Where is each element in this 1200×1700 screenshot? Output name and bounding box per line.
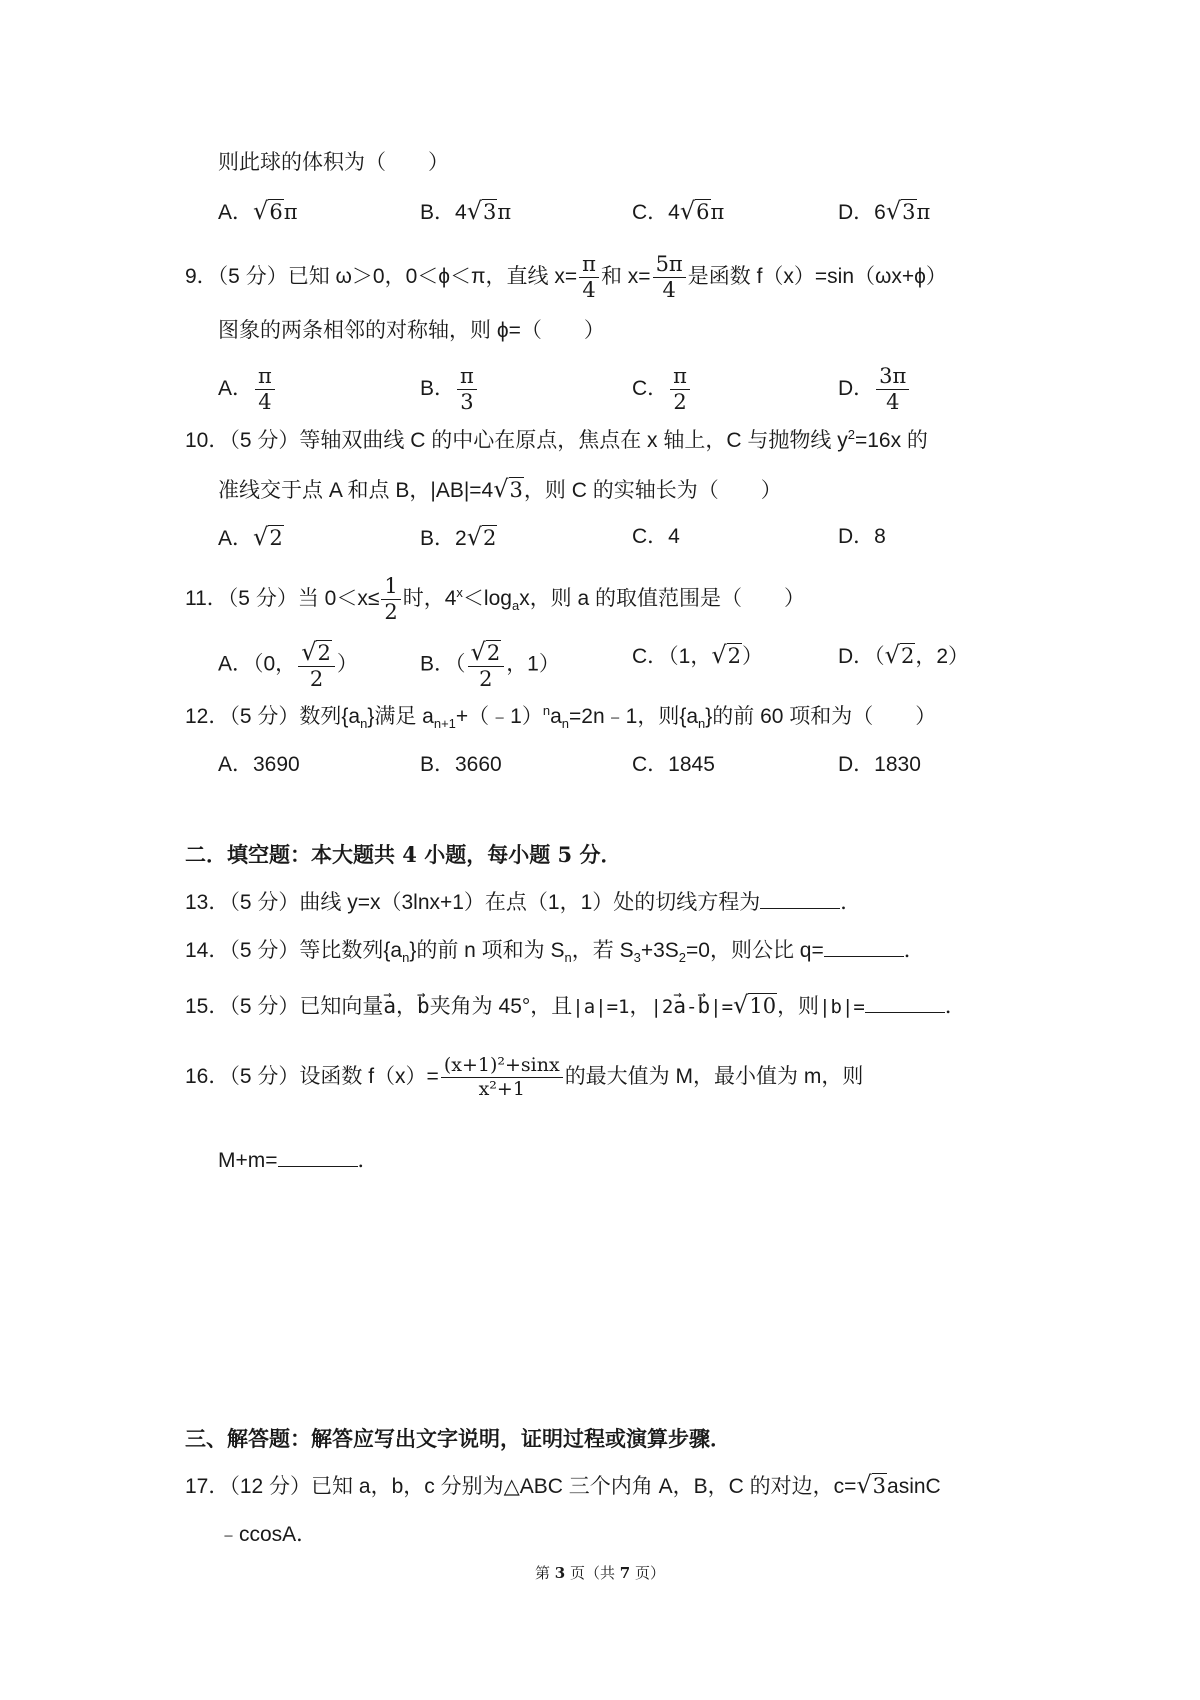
q11-option-c: C．（1，√2） xyxy=(632,641,764,669)
q12-option-a: A．3690 xyxy=(218,753,300,776)
q11-option-a: A．（0， $\frac{√2}{2}$ ） xyxy=(218,638,358,691)
q12-stem: 12．（5 分）数列$\{a_n\}$满足 $a_{n+1}+(﹣1)^na_n=2n﹣1$，则$\{a_n\}$的前 60 项和为（ ） xyxy=(185,703,937,732)
q11-stem: 11．（5 分）当 0＜x≤ $\frac{1}{2}$ 时，$4^x<\log_ax$，则 a 的取值范围是（ ） xyxy=(185,574,806,624)
q10-option-b: B．2√2 xyxy=(420,523,497,551)
q9-option-a: A． $\frac{\pi}{4}$ xyxy=(218,366,277,413)
q9-fraction-2: $\frac{5\pi}{4}$ xyxy=(653,254,686,301)
q11-option-b: B．（ $\frac{√2}{2}$ ，1） xyxy=(420,638,560,691)
q8-option-d: D．6√3π xyxy=(838,197,931,225)
q9-fraction-1: $\frac{\pi}{4}$ xyxy=(579,254,599,301)
q12-option-d: D．1830 xyxy=(838,753,921,776)
q10-option-d: D．8 xyxy=(838,525,886,548)
q15-answer-blank xyxy=(865,994,945,1013)
q10-stem-line2: 准线交于点 A 和点 B，|AB|=4√3，则 C 的实轴长为（ ） xyxy=(218,475,782,503)
q10-option-a: A．√2 xyxy=(218,523,283,551)
q11-option-d: D．（√2，2） xyxy=(838,641,970,669)
q13-stem: 13．（5 分）曲线 y=x（3lnx+1）在点（1，1）处的切线方程为 ． xyxy=(185,891,862,914)
q9-stem: 9．（5 分）已知 ω＞0，0＜ϕ＜π，直线 x= $\frac{\pi}{4}$ 和 x= $\frac{5\pi}{4}$ 是函数 f（x）=sin（ωx+ϕ） xyxy=(185,252,947,302)
q16-fraction: $\frac{\text{(x+1)²+sinx}}{\text{x²+1}}$ xyxy=(441,1056,563,1099)
q12-option-c: C．1845 xyxy=(632,753,715,776)
q8-option-b: B．4√3π xyxy=(420,197,512,225)
q17-line2: ﹣ccosA． xyxy=(218,1523,318,1546)
q8-option-c: C．4√6π xyxy=(632,197,725,225)
section-2-heading: 二．填空题：本大题共 4 小题，每小题 5 分． xyxy=(185,842,622,867)
q10-stem: 10．（5 分）等轴双曲线 C 的中心在原点，焦点在 x 轴上，C 与抛物线 $y^2=16x$ 的 xyxy=(185,427,928,452)
q12-option-b: B．3660 xyxy=(420,753,502,776)
q9-option-b: B． $\frac{\pi}{3}$ xyxy=(420,366,479,413)
q9-option-d: D． $\frac{3\pi}{4}$ xyxy=(838,366,911,413)
section-3-heading: 三、解答题：解答应写出文字说明，证明过程或演算步骤． xyxy=(185,1426,731,1451)
q9-option-c: C． $\frac{\pi}{2}$ xyxy=(632,366,692,413)
q9-stem-line2: 图象的两条相邻的对称轴，则 ϕ=（ ） xyxy=(218,319,605,342)
q16-answer-blank xyxy=(278,1148,358,1167)
q16-stem: 16．（5 分）设函数 f（x）= $\frac{\text{(x+1)²+sinx}}{\text{x²+1}}$ 的最大值为 M，最小值为 m，则 xyxy=(185,1054,864,1100)
q10-option-c: C．4 xyxy=(632,525,680,548)
q13-answer-blank xyxy=(760,890,840,909)
q17-stem: 17．（12 分）已知 a，b，c 分别为△ABC 三个内角 A，B，C 的对边，c=√3asinC xyxy=(185,1471,941,1499)
q8-stem-tail: 则此球的体积为（ ） xyxy=(218,151,449,174)
q16-line2: M+m= ． xyxy=(218,1149,379,1172)
q15-stem: 15．（5 分）已知向量→ a，→ b夹角为 45°，且|a|=1，|2→ a-→ b|=√10，则|b|= ． xyxy=(185,990,966,1022)
q8-option-a: A．√6π xyxy=(218,197,298,225)
q14-answer-blank xyxy=(824,938,904,957)
q14-stem: 14．（5 分）等比数列$\{a_n\}$的前 n 项和为 $S_n$，若 $S_3+3S_2=0$，则公比 q= ． xyxy=(185,939,925,966)
page-footer: 第 3 页（共 7 页） xyxy=(535,1564,665,1582)
